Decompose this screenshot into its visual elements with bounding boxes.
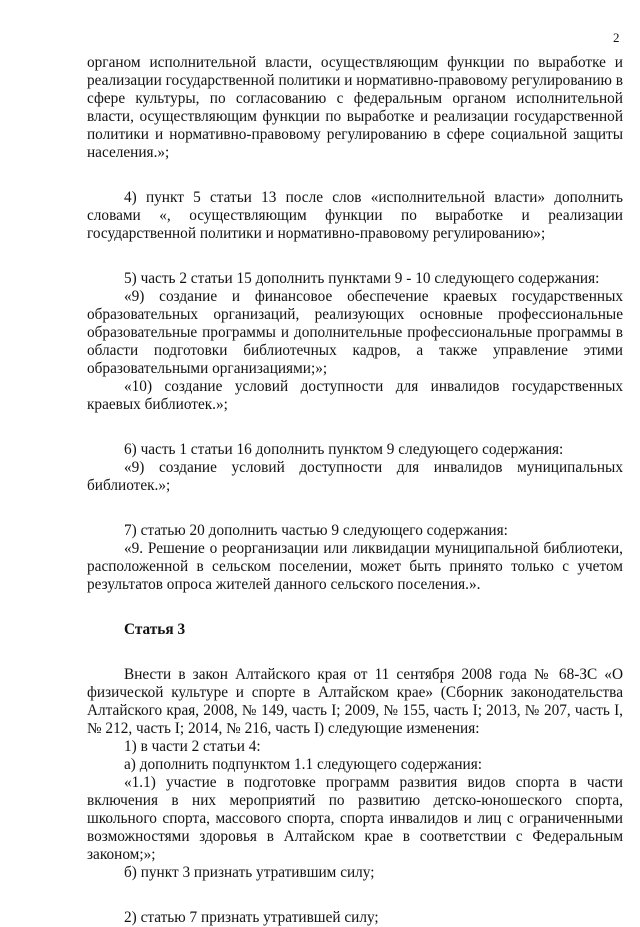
paragraph-continuation: органом исполнительной власти, осуществляющим функции по выработке и реализации государственной политики и нормативно-правовому регулированию в сфере культуры, по согласованию с федеральным органом исполнительной власти, осуществляющим функции по выработке и реализации государственной политики и нормативно-правовому регулированию в сфере социальной защиты населения.»;	[87, 54, 623, 161]
document-body	[87, 54, 623, 927]
paragraph-item-4: 4) пункт 5 статьи 13 после слов «исполнительной власти» дополнить словами «, осуществляющим функции по выработке и реализации государственной политики и нормативно-правовому регулированию»;	[87, 189, 623, 242]
paragraph-article-3-item-1: 1) в части 2 статьи 4:	[124, 738, 261, 755]
paragraph-item-5: 5) часть 2 статьи 15 дополнить пунктами 9 - 10 следующего содержания:	[124, 270, 600, 287]
paragraph-item-5-point-9: «9) создание и финансовое обеспечение краевых государственных образовательных организаций, реализующих основные профессиональные образовательные программы и дополнительные профессиональные программы в области подготовки библиотечных кадров, а также управление этими образовательными организациями;»;	[87, 288, 623, 377]
article-heading: Статья 3	[124, 621, 186, 638]
paragraph-item-6: 6) часть 1 статьи 16 дополнить пунктом 9 следующего содержания:	[124, 441, 564, 458]
page-number: 2	[613, 30, 620, 45]
paragraph-item-7: 7) статью 20 дополнить частью 9 следующего содержания:	[124, 522, 508, 539]
paragraph-article-3-item-2: 2) статью 7 признать утратившей силу;	[124, 909, 379, 926]
paragraph-article-3-item-1a: а) дополнить подпунктом 1.1 следующего содержания:	[124, 756, 483, 773]
paragraph-item-7-part-9: «9. Решение о реорганизации или ликвидации муниципальной библиотеки, расположенной в сельском поселении, может быть принято только с учетом результатов опроса жителей данного сельского поселения.».	[87, 540, 623, 593]
paragraph-item-6-point-9: «9) создание условий доступности для инвалидов муниципальных библиотек.»;	[87, 459, 623, 494]
paragraph-article-3-intro: Внести в закон Алтайского края от 11 сентября 2008 года № 68-ЗС «О физической культуре и спорте в Алтайском крае» (Сборник законодательства Алтайского края, 2008, № 149, часть I; 2009, № 155, часть I; 2013, № 207, часть I, № 212, часть I; 2014, № 216, часть I) следующие изменения:	[87, 666, 623, 737]
paragraph-article-3-item-1b: б) пункт 3 признать утратившим силу;	[124, 864, 375, 881]
paragraph-item-5-point-10: «10) создание условий доступности для инвалидов государственных краевых библиотек.»;	[87, 378, 623, 413]
paragraph-article-3-item-1-1: «1.1) участие в подготовке программ развития видов спорта в части включения в них мероприятий по развитию детско-юношеского спорта, школьного спорта, массового спорта, спорта инвалидов и лиц с ограниченными возможностями здоровья в Алтайском крае в соответствии с Федеральным законом;»;	[87, 774, 623, 863]
